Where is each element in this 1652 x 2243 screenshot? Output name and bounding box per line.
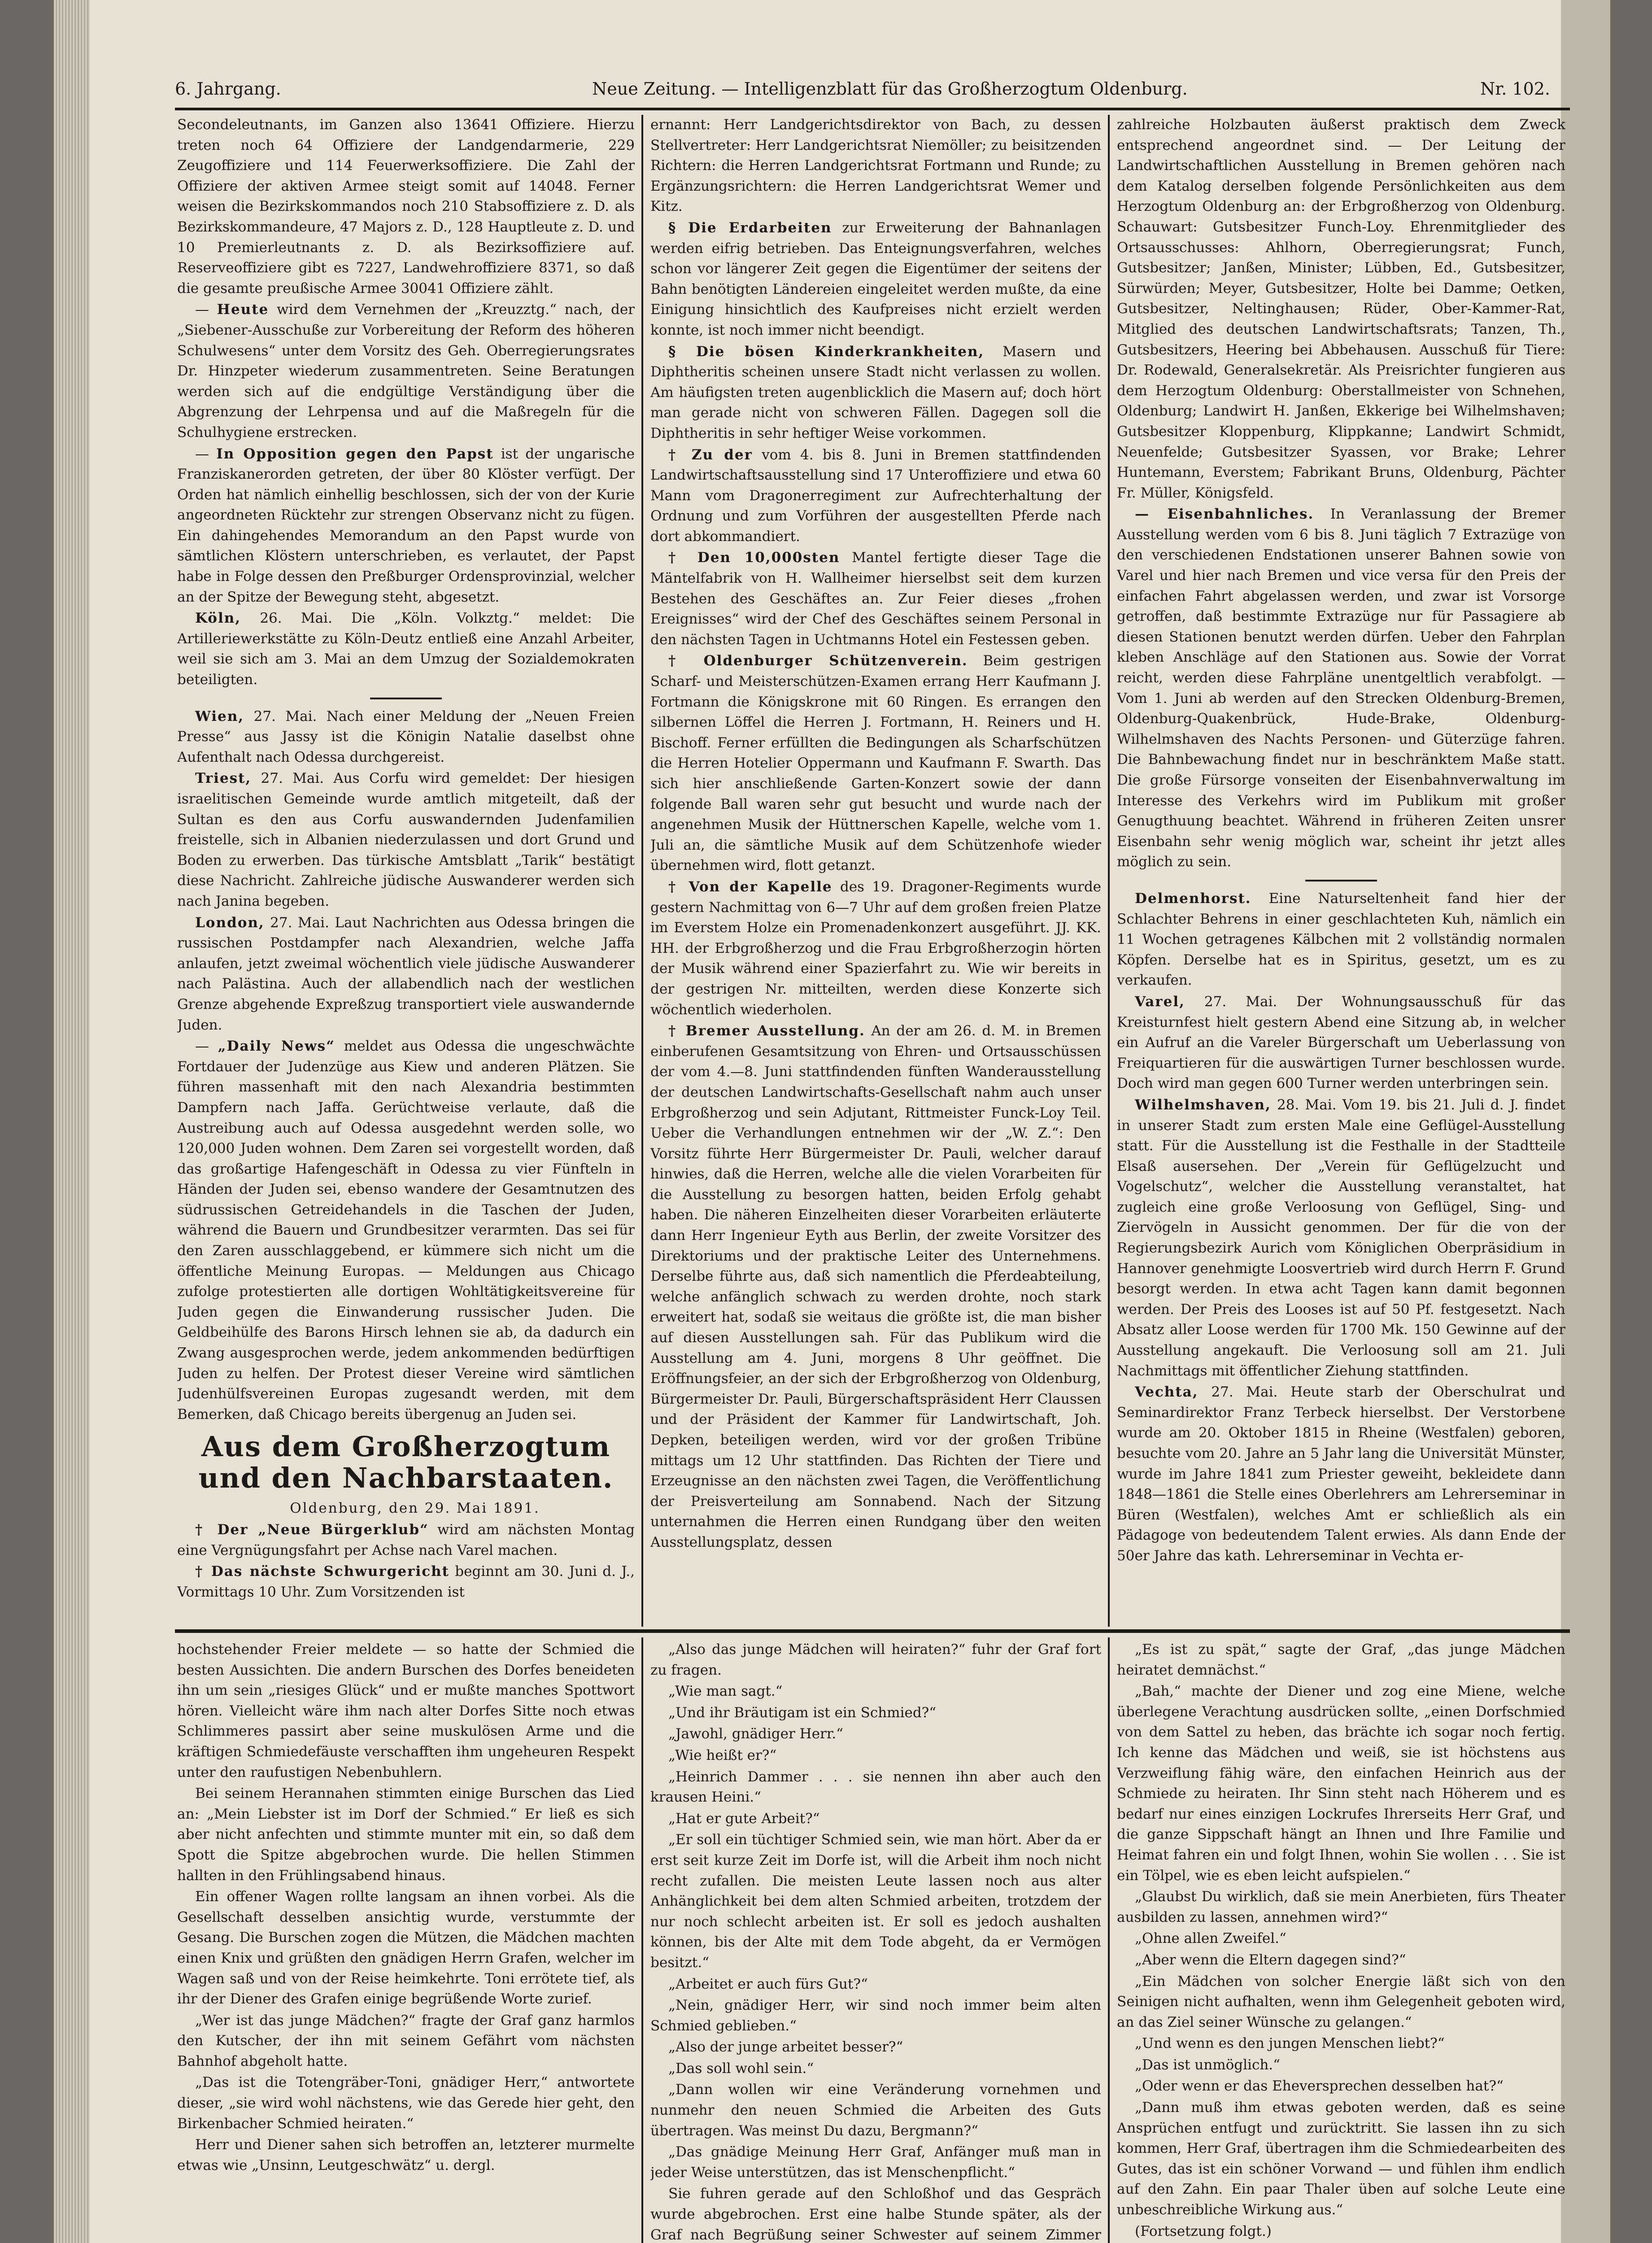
column-3 [1117,115,1565,1627]
issue-number: Nr. 102. [1480,79,1551,99]
story-paragraph: „Dann muß ihm etwas geboten werden, daß es seine Ansprüchen entfugt und zurücktritt. Sie lassen ihn zu sich kommen, Herr Graf, übertragen ihm die Schmiedearbeiten des Gutes, das ist ein schöner Vorwand — und fühlen ihm endlich auf den Zahn. Ein paar Thaler üben auf solche Leute eine unbeschreibliche Wirkung aus.“ [1117,2099,1565,2218]
article-head: Köln, [195,610,241,627]
divider [370,698,442,699]
story-paragraph: „Jawohl, gnädiger Herr.“ [668,1726,843,1742]
article-london [177,913,635,1036]
article-mantel [650,548,1101,650]
article-wilhelmshaven [1117,1095,1565,1381]
story-paragraph: „Glaubst Du wirklich, daß sie mein Anerbieten, fürs Theater ausbilden zu lassen, annehmen wird?“ [1117,1889,1565,1925]
column-2 [650,115,1101,1627]
article-triest [177,768,635,912]
column-rule-1 [641,115,643,1627]
article-body: Mantel fertigte dieser Tage die Mäntelfabrik von H. Wallheimer hierselbst seit dem kurzen Bestehen des Geschäftes an. Zur Feier dieses „frohen Ereignisses“ wird der Chef des Geschäftes seinem Personal in den nächsten Tagen in Uchtmanns Hotel ein Festessen geben. [650,550,1101,648]
column-1 [177,115,635,1627]
article-body: vom 4. bis 8. Juni in Bremen stattfindenden Landwirtschaftsausstellung sind 17 Unteroffiziere und etwa 60 Mann vom Dragonerregiment zur Aufrechterhaltung der Ordnung und zum Vorführen der ausgestellten Pferde nach dort abkommandiert. [650,446,1101,545]
article-body: 26. Mai. Die „Köln. Volkztg.“ meldet: Die Artilleriewerkstätte zu Köln-Deutz entließ eine Anzahl Arbeiter, weil sie sich am 3. Mai an dem Umzug der Sozialdemokraten beteiligten. [177,610,635,688]
article-head: † Oldenburger Schützenverein. [668,653,968,669]
article-body: wird dem Vernehmen der „Kreuzztg.“ nach, der „Siebener-Ausschuße zur Vorbereitung der Reform des höheren Schulwesens“ unter dem Vorsitz des Geh. Oberregierungsrates Dr. Hinzpeter wiederum zusammentreten. Seine Beratungen werden sich auf die endgültige Verständigung über die Abgrenzung der Lehrpensa und auf die Maßregeln für die Schulhygiene erstrecken. [177,301,635,441]
article-head: † Den 10,000sten [668,550,840,566]
article-eisenbahn [1117,504,1565,873]
article-erdarbeiten [650,218,1101,341]
volume-label: 6. Jahrgang. [175,79,281,99]
story-paragraph: Bei seinem Herannahen stimmten einige Burschen das Lied an: „Mein Liebster ist im Dorf der Schmied.“ Er ließ es sich aber nicht anfechten und stimmte munter mit ein, so daß dem Spott die Spitze abgebrochen wurde. Die hellen Stimmen hallten in den Frühlingsabend hinaus. [177,1785,635,1884]
article-body: Beim gestrigen Scharf- und Meisterschützen-Examen errang Herr Kaufmann J. Fortmann die Königskrone mit 60 Ringen. Es errangen den silbernen Löffel die Herren J. Fortmann, H. Reiners und H. Bischoff. Ferner erfüllten die Bedingungen als Scharfschützen die Herren Hotelier Oppermann und Kaufmann F. Swarth. Das sich hier anschließende Garten-Konzert sowie der dann folgende Ball waren sehr gut besucht und wurde nach der angenehmen Musik der Hüttnerschen Kapelle, welche vom 1. Juli an, die sämtliche Musik auf dem Schützenhofe wieder übernehmen wird, flott getanzt. [650,653,1101,874]
article-head: London, [195,914,265,931]
article-buergerklub [177,1520,635,1561]
story-paragraph: „Also der junge arbeitet besser?“ [668,2039,903,2055]
article-body: 27. Mai. Nach einer Meldung der „Neuen Freien Presse“ aus Jassy ist die Königin Natalie daselbst ohne Aufenthalt nach Odessa durchgereist. [177,708,635,765]
article-body: Masern und Diphtheritis scheinen unsere Stadt nicht verlassen zu wollen. Am häufigsten treten augenblicklich die Masern auf; doch hört man gerade nicht von schweren Fällen. Dagegen soll die Diphtheritis in sehr heftiger Weise vorkommen. [650,343,1101,441]
article-ausstellung-cont: zahlreiche Holzbauten äußerst praktisch dem Zweck entsprechend angeordnet sind. — Der Leitung der Landwirtschaftlichen Ausstellung in Bremen gehören nach dem Katalog derselben folgende Persönlichkeiten aus dem Herzogtum Oldenburg an: der Erbgroßherzog von Oldenburg. Schauwart: Gutsbesitzer Funch-Loy. Ehrenmitglieder des Ortsausschusses: Ahlhorn, Oberregierungsrat; Funch, Gutsbesitzer; Janßen, Minister; Lübben, Ed., Gutsbesitzer, Sürwürden; Meyer, Gutsbesitzer, Holte bei Damme; Oetken, Gutsbesitzer, Neltinghausen; Rüder, Ober-Kammer-Rat, Mitglied des deutschen Landwirtschaftsrats; Tanzen, Th., Gutsbesitzers, Heering bei Abbehausen. Ausschuß für Tiere: Dr. Rodewald, Generalsekretär. Als Preisrichter fungieren aus dem Herzogtum Oldenburg: Oberstallmeister von Schnehen, Oldenburg; Landwirt H. Janßen, Ekkerige bei Wilhelmshaven; Gutsbesitzer Kloppenburg, Klippkanne; Landwirt Schmidt, Neuenfelde; Gutsbesitzer Syassen, vor Brake; Lehrer Huntemann, Everstem; Fabrikant Bruns, Oldenburg, Pächter Fr. Müller, Königsfeld. [1117,117,1565,501]
article-body: Eine Naturseltenheit fand hier der Schlachter Behrens in einer geschlachteten Kuh, nämlich ein 11 Wochen getragenes Kälbchen mit 2 vollständig normalen Köpfen. Derselbe hat es in Spiritus, gesetzt, um es zu verkaufen. [1117,890,1565,989]
article-head: Vechta, [1135,1384,1199,1401]
article-body: 27. Mai. Heute starb der Oberschulrat und Seminardirektor Franz Terbeck hierselbst. Der Verstorbene wurde am 20. Oktober 1815 in Rheine (Westfalen) geboren, besuchte vom 20. Jahre an 5 Jahr lang die Universität Münster, wurde im Jahre 1841 zum Priester geweiht, bekleidete dann 1848—1861 die Stelle eines Oberlehrers am Lehrerseminar in Büren (Westfalen), welches Amt er schließlich als ein Pädagoge von bedeutendem Talent erwies. Als dann Ende der 50er Jahre das kath. Lehrerseminar in Vechta er- [1117,1384,1565,1564]
story-paragraph: „Das ist unmöglich.“ [1135,2056,1280,2073]
article-body: des 19. Dragoner-Regiments wurde gestern Nachmittag von 6—7 Uhr auf dem großen freien Platze im Everstem Holze ein Promenadenkonzert ausgeführt. JJ. KK. HH. der Erbgroßherzog und die Frau Erbgroßherzogin hörten der Musik während einer Spazierfahrt zu. Wie wir bereits in der gestrigen Nr. mitteilten, werden diese Konzerte sich wöchentlich wiederholen. [650,878,1101,1018]
article-body: 27. Mai. Der Wohnungsausschuß für das Kreisturnfest hielt gestern Abend eine Sitzung ab, in welcher ein Aufruf an die Vareler Bürgerschaft um Ueberlassung von Freiquartieren für die auswärtigen Turner beschlossen wurde. Doch wird man gegen 600 Turner werden unterbringen sein. [1117,993,1565,1092]
story-paragraph: „Es ist zu spät,“ sagte der Graf, „das junge Mädchen heiratet demnächst.“ [1117,1641,1565,1678]
story-paragraph: „Das soll wohl sein.“ [668,2060,814,2077]
story-paragraph: „Das gnädige Meinung Herr Graf, Anfänger muß man in jeder Weise unterstützen, das ist Menschenpflicht.“ [650,2144,1101,2181]
story-paragraph: „Er soll ein tüchtiger Schmied sein, wie man hört. Aber da er erst seit kurze Zeit im Dorfe ist, will die Arbeit ihm noch nicht recht zufallen. Die meisten Leute lassen noch aus alter Anhänglichkeit bei dem alten Schmied arbeiten, trotzdem der nur noch schlecht arbeiten ist. Er soll es jedoch aushalten können, bis der Alte mit dem Tode abgeht, da er Vermögen besitzt.“ [650,1832,1101,1971]
article-head: † Der „Neue Bürgerklub“ [195,1522,429,1538]
story-paragraph: „Heinrich Dammer . . . sie nennen ihn aber auch den krausen Heini.“ [650,1768,1101,1806]
story-paragraph: „Ein Mädchen von solcher Energie läßt sich von den Seinigen nicht aufhalten, wenn ihm Gelegenheit geboten wird, an das Ziel seiner Wünsche zu gelangen.“ [1117,1973,1565,2030]
story-paragraph: hochstehender Freier meldete — so hatte der Schmied die besten Aussichten. Die andern Burschen des Dorfes beneideten ihn um sein „riesiges Glück“ und er mußte manches Spottwort hören. Vielleicht wäre ihm nach alter Dorfes Sitte noch etwas Schlimmeres passirt aber seine muskulösen Arme und die kräftigen Schmiedefäuste verschafften ihm ungeheuren Respekt unter den raufustigen Nebenbuhlern. [177,1641,635,1780]
story-paragraph: Ein offener Wagen rollte langsam an ihnen vorbei. Als die Gesellschaft desselben ansichtig wurde, verstummte der Gesang. Die Burschen zogen die Mützen, die Mädchen machten einen Knix und grüßten den gnädigen Herrn Grafen, welcher im Wagen saß und von der Reise heimkehrte. Toni errötete tief, als ihr der Diener des Grafen einige begrüßende Worte zurief. [177,1889,635,2007]
story-paragraph: Herr und Diener sahen sich betroffen an, letzterer murmelte etwas wie „Unsinn, Leutgeschwätz“ u. dergl. [177,2137,635,2173]
article-delmenhorst [1117,889,1565,991]
article-koeln [177,608,635,690]
story-paragraph: „Das ist die Totengräber-Toni, gnädiger Herr,“ antwortete dieser, „sie wird wohl nächstens, wie das Gerede hier geht, den Birkenbacher Schmied heiraten.“ [177,2074,635,2132]
feuilleton-column-1 [177,1640,635,2243]
story-paragraph: „Wer ist das junge Mädchen?“ fragte der Graf ganz harmlos den Kutscher, der ihn mit seinem Gefährt vom nächsten Bahnhof abgeholt hatte. [177,2012,635,2069]
page-edge [54,0,90,2243]
article-bremen-troops [650,445,1101,547]
article-school-reform: — Heute wird dem Vernehmen der „Kreuzztg.“ nach, der „Siebener-Ausschuße zur Vorbereitung der Reform des höheren Schulwesens“ unter dem Vorsitz des Geh. Oberregierungsrates Dr. Hinzpeter wiederum zusammentreten. Seine Beratungen werden sich auf die endgültige Verständigung über die Abgrenzung der Lehrpensa und auf die Maßregeln für die Schulhygiene erstrecken. [177,301,635,441]
story-paragraph: „Ohne allen Zweifel.“ [1135,1930,1286,1947]
article-schwurgericht [177,1562,635,1602]
article-head: † Zu der [668,446,753,463]
article-bremer-ausstellung [650,1021,1101,1553]
article-wien [177,707,635,768]
article-schuetzenverein [650,651,1101,876]
article-head: Delmenhorst. [1135,890,1251,907]
article-head: Wien, [195,708,244,724]
divider [1305,880,1377,881]
story-paragraph: „Wie man sagt.“ [668,1683,783,1700]
article-head: „Daily News“ [218,1038,335,1055]
article-daily-news: — „Daily News“ meldet aus Odessa die ungeschwächte Fortdauer der Judenzüge aus Kiew und anderen Plätzen. Sie führen massenhaft mit den nach Alexandria bestimmten Dampfern nach Jaffa. Gerüchtweise verlaute, daß die Austreibung auch auf Odessa ausgedehnt werden solle, wo 120,000 Juden wohnen. Dem Zaren sei vorgestellt worden, daß das großartige Hafengeschäft in Odessa zu vier Fünfteln in Händen der Juden sei, ebenso wandere der Gesamtnutzen des südrussischen Getreidehandels in die Taschen der Juden, während die Bauern und Grundbesitzer verarmten. Das sei für den Zaren ausschlaggebend, er kümmere sich nicht um die öffentliche Meinung Europas. — Meldungen aus Chicago zufolge protestierten alle dortigen Wohltätigkeitsvereine für Juden gegen die Einwanderung russischer Juden. Die Geldbeihülfe des Barons Hirsch lehnen sie ab, da dadurch ein Zwang ausgesprochen werde, jedem ankommenden bedürftigen Juden zu helfen. Der Protest dieser Vereine wird sämtlichen Judenhülfsvereinen Europas zugesandt werden, mit dem Bemerken, daß Chicago bereits übergenug an Juden sei. [177,1038,635,1423]
section-title: Aus dem Großherzogtum und den Nachbarstaaten. [198,1430,614,1495]
story-paragraph: „Also das junge Mädchen will heiraten?“ fuhr der Graf fort zu fragen. [650,1641,1101,1678]
story-paragraph: „Dann wollen wir eine Veränderung vornehmen und nunmehr den neuen Schmied die Arbeiten des Guts übertragen. Was meinst Du dazu, Bergmann?“ [650,2082,1101,2139]
story-paragraph: „Oder wenn er das Eheversprechen desselben hat?“ [1135,2078,1504,2095]
article-body: 28. Mai. Vom 19. bis 21. Juli d. J. findet in unserer Stadt zum ersten Male eine Geflügel-Ausstellung statt. Für die Ausstellung ist die Festhalle in der Stadtteile Elsaß ausersehen. Der „Verein für Geflügelzucht und Vogelschutz“, welcher die Ausstellung veranstaltet, hat zugleich eine große Verloosung von Geflügel, Sing- und Ziervögeln in Aussicht genommen. Der für die von der Regierungsbezirk Aurich vom Königlichen Oberpräsidium in Hannover genehmigte Loosvertrieb wird durch Herrn F. Grund besorgt werden. In etwa acht Tagen kann damit begonnen werden. Der Preis des Looses ist auf 50 Pf. festgesetzt. Nach Absatz aller Loose werden für 1700 Mk. 150 Gewinne auf der Ausstellung angekauft. Die Verloosung soll am 21. Juli Nachmittags mit öffentlicher Ziehung stattfinden. [1117,1096,1565,1379]
article-franciscans: — In Opposition gegen den Papst ist der ungarische Franziskanerorden getreten, der über 80 Klöster verfügt. Der Orden hat nämlich einhellig beschlossen, sich der von der Kurie angeordneten Rücktehr zur strengen Observanz nicht zu fügen. Ein dahingehendes Memorandum an den Papst wurde von sämtlichen Klöstern unterschrieben, es verlautet, der Papst habe in Folge dessen den Preßburger Ordensprovinzial, welcher an der Spitze der Bewegung steht, abgesetzt. [177,445,635,605]
article-head: † Von der Kapelle [668,878,833,895]
article-body: ist der ungarische Franziskanerorden getreten, der über 80 Klöster verfügt. Der Orden hat nämlich einhellig beschlossen, sich der von der Kurie angeordneten Rücktehr zur strengen Observanz nicht zu fügen. Ein dahingehendes Memorandum an den Papst wurde von sämtlichen Klöstern unterschrieben, es verlautet, der Papst habe in Folge dessen den Preßburger Ordensprovinzial, welcher an der Spitze der Bewegung steht, abgesetzt. [177,445,635,605]
feuilleton-column-2 [650,1640,1101,2243]
article-head: § Die Erdarbeiten [668,219,832,236]
article-body: 27. Mai. Laut Nachrichten aus Odessa bringen die russischen Postdampfer nach Alexandrien, welche Jaffa anlaufen, jetzt zweimal wöchentlich viele jüdische Auswanderer nach Palästina. Auch der allabendlich nach der westlichen Grenze abgehende Expreßzug transportiert viele auswandernde Juden. [177,914,635,1033]
column-rule-2 [1108,115,1110,1627]
article-head: — Eisenbahnliches. [1135,506,1314,523]
article-head: § Die bösen Kinderkrankheiten, [668,343,985,360]
story-paragraph: „Nein, gnädiger Herr, wir sind noch immer beim alten Schmied geblieben.“ [650,1997,1101,2034]
article-court-cont: ernannt: Herr Landgerichtsdirektor von Bach, zu dessen Stellvertreter: Herr Landgerichtsrat Niemöller; zu beisitzenden Richtern: die Herren Landgerichtsrat Fortmann und Runde; zu Ergänzungsrichtern: die Herren Landgerichtsrat Wemer und Kitz. [650,117,1101,215]
article-kapelle [650,877,1101,1020]
feuilleton-rule [175,1629,1570,1633]
article-kinderkrankheiten [650,342,1101,444]
header-rule [175,108,1570,110]
article-head: † Das nächste Schwurgericht [195,1563,449,1580]
article-body: In Veranlassung der Bremer Ausstellung werden vom 6 bis 8. Juni täglich 7 Extrazüge von den verschiedenen Endstationen unserer Bahnen sowie von Varel und hier nach Bremen und vice versa für den Preis der einfachen Fahrt abgelassen werden, und zwar ist Vorsorge getroffen, daß bestimmte Extrazüge nur für Passagiere ab diesen Stationen benutzt werden dürfen. Ueber den Fahrplan kleben Anschläge auf den Stationen aus. Sowie der Vorrat reicht, werden diese Fahrpläne unentgeltlich verabfolgt. — Vom 1. Juni ab werden auf den Strecken Oldenburg-Bremen, Oldenburg-Quakenbrück, Hude-Brake, Oldenburg-Wilhelmshaven des Nachts Personen- und Güterzüge fahren. Die Bahnbewachung findet nur in beschränktem Maße statt. Die große Fürsorge vonseiten der Eisenbahnverwaltung im Interesse des Verkehrs wird im Publikum mit großer Genugthuung beachtet. Während in früheren Zeiten unsrer Eisenbahn sehr wenig möglich war, scheint ihr jetzt alles möglich zu sein. [1117,506,1565,870]
article-vechta [1117,1382,1565,1566]
article-body: 27. Mai. Aus Corfu wird gemeldet: Der hiesigen israelitischen Gemeinde wurde amtlich mitgeteilt, daß der Sultan es den aus Corfu auswandernden Judenfamilien freistelle, sich in Albanien niederzulassen und dort Grund und Boden zu erwerben. Das türkische Amtsblatt „Tarik“ bestätigt diese Nachricht. Zahlreiche jüdische Auswanderer werden sich nach Janina begeben. [177,770,635,909]
article-head: Varel, [1135,993,1185,1010]
story-paragraph: „Hat er gute Arbeit?“ [668,1810,820,1827]
page-header [175,79,1651,110]
story-paragraph: (Fortsetzung folgt.) [1135,2223,1272,2239]
article-body: zur Erweiterung der Bahnanlagen werden eifrig betrieben. Das Enteignungsverfahren, welches schon vor längerer Zeit gegen die Eigentümer der seitens der Bahn benötigten Ländereien eingeleitet werden mußte, da eine Einigung hinsichtlich des Kaufpreises nicht erzielt werden konnte, ist noch immer nicht beendigt. [650,219,1101,338]
article-officers: Secondeleutnants, im Ganzen also 13641 Offiziere. Hierzu treten noch 64 Offiziere der Landgendarmerie, 229 Zeugoffiziere und 114 Feuerwerksoffiziere. Die Zahl der Offiziere der aktiven Armee steigt somit auf 14048. Ferner weisen die Bezirkskommandos noch 210 Stabsoffiziere z. D. als Bezirkskommandeure, 47 Majors z. D., 128 Hauptleute z. D. und 10 Premierleutnants z. D. als Bezirksoffiziere auf. Reserveoffiziere gibt es 7227, Landwehroffiziere 8371, so daß die gesamte preußische Armee 30041 Offiziere zählt. [177,117,635,297]
article-head: In Opposition gegen den Papst [216,445,494,462]
story-paragraph: „Aber wenn die Eltern dagegen sind?“ [1135,1951,1406,1968]
article-body: beginnt am 30. Juni d. J., Vormittags 10 Uhr. Zum Vorsitzenden ist [177,1563,635,1600]
article-head: Triest, [195,770,252,787]
feuilleton-column-3 [1117,1640,1565,2243]
article-body: An der am 26. d. M. in Bremen einberufenen Gesamtsitzung von Ehren- und Ortsausschüssen der vom 4.—8. Juni stattfindenden fünften Wanderausstellung der deutschen Landwirtschafts-Gesellschaft nahm auch unser Erbgroßherzog und sein Adjutant, Rittmeister Funck-Loy Teil. Ueber die Verhandlungen entnehmen wir der „W. Z.“: Den Vorsitz führte Herr Bürgermeister Dr. Pauli, welcher darauf hinwies, daß die Herren, welche alle die vielen Vorarbeiten für die Ausstellung zu besorgen hatten, beiden Erfolg gehabt haben. Die näheren Einzelheiten dieser Vorarbeiten erläuterte dann Herr Ingenieur Eyth aus Berlin, der zweite Vorsitzer des Direktoriums und der praktische Leiter des Unternehmens. Derselbe führte aus, daß sich namentlich die Pferdeabteilung, welche anfänglich schwach zu werden drohte, noch stark erweitert hat, sodaß sie weitaus die größte ist, die man bisher auf diesen Ausstellungen sah. Für das Publikum wird die Ausstellung am 4. Juni, morgens 8 Uhr geöffnet. Die Eröffnungsfeier, an der sich der Erbgroßherzog von Oldenburg, Bürgermeister Dr. Pauli, Bürgerschaftspräsident Herr Claussen und der Präsident der Kammer für Landwirtschaft, Joh. Depken, beteiligen werden, wird vor der großen Tribüne mittags um 12 Uhr stattfinden. Das Richten der Tiere und Erzeugnisse an den nächsten zwei Tagen, die Veröffentlichung der Preisverteilung am Sonnabend. Nach der Sitzung unternahmen die Herren einen Rundgang über den weiten Ausstellungsplatz, dessen [650,1023,1101,1550]
story-paragraph: „Und ihr Bräutigam ist ein Schmied?“ [668,1704,937,1721]
article-body: wird am nächsten Montag eine Vergnügungsfahrt per Achse nach Varel machen. [177,1522,635,1558]
column-rule-3 [641,1637,643,2243]
article-head: Wilhelmshaven, [1135,1096,1271,1113]
story-paragraph: „Bah,“ machte der Diener und zog eine Miene, welche überlegene Verachtung ausdrücken sollte, „einen Dorfschmied von dem Sattel zu heben, das brächte ich sogar noch fertig. Ich kenne das Mädchen und weiß, sie ist höchstens aus Verzweiflung fähig wäre, den einfachen Heinrich aus der Schmiede zu heiraten. Ihr Sinn steht nach Höherem und es bedarf nur eines einzigen Lockrufes Ihrerseits Herr Graf, und die ganze Sippschaft hängt an Ihnen und Ihre Familie und Heimat fahren ein und folgt Ihnen, wohin Sie wollen . . . Sie ist ein Tölpel, wie es eben leicht aufspielen.“ [1117,1683,1565,1884]
dateline: Oldenburg, den 29. Mai 1891. [290,1500,540,1517]
article-body: meldet aus Odessa die ungeschwächte Fortdauer der Judenzüge aus Kiew und anderen Plätzen. Sie führen massenhaft mit den nach Alexandria bestimmten Dampfern nach Jaffa. Gerüchtweise verlaute, daß die Austreibung auch auf Odessa ausgedehnt werden solle, wo 120,000 Juden wohnen. Dem Zaren sei vorgestellt worden, daß das großartige Hafengeschäft in Odessa zu vier Fünfteln in Händen der Juden sei, ebenso wandere der Gesamtnutzen des südrussischen Getreidehandels in die Taschen der Juden, während die Bauern und Grundbesitzer verarmten. Das sei für den Zaren ausschlaggebend, er kümmere sich nicht um die öffentliche Meinung Europas. — Meldungen aus Chicago zufolge protestierten alle dortigen Wohltätigkeitsvereine für Juden gegen die Einwanderung russischer Juden. Die Geldbeihülfe des Barons Hirsch lehnen sie ab, da dadurch ein Zwang ausgesprochen werde, jedem ankommenden bedürftigen Juden zu helfen. Der Protest dieser Vereine wird sämtlichen Judenhülfsvereinen Europas zugesandt werden, mit dem Bemerken, daß Chicago bereits übergenug an Juden sei. [177,1038,635,1423]
column-rule-4 [1108,1637,1110,2243]
article-varel [1117,992,1565,1094]
article-head: † Bremer Ausstellung. [668,1023,865,1039]
story-paragraph: „Und wenn es den jungen Menschen liebt?“ [1135,2035,1445,2052]
story-paragraph: Sie fuhren gerade auf den Schloßhof und das Gespräch wurde abgebrochen. Erst eine halbe Stunde später, als der Graf nach Begrüßung seiner Schwester auf seinem Zimmer [650,2186,1101,2243]
binding-shadow [1561,0,1610,2243]
article-head: Heute [217,301,269,318]
story-paragraph: „Wie heißt er?“ [668,1747,777,1763]
story-paragraph: „Arbeitet er auch fürs Gut?“ [668,1976,868,1992]
newspaper-title: Neue Zeitung. — Intelligenzblatt für das Großherzogtum Oldenburg. [592,79,1188,99]
